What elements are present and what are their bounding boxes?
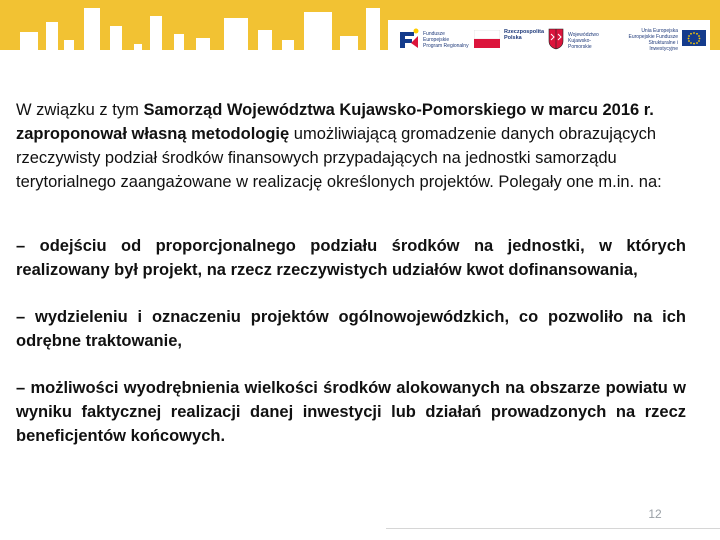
ue-logo-text: Unia Europejska Europejskie Fundusze Strukturalne i Inwestycyjne (628, 28, 678, 52)
decor-block (258, 30, 272, 50)
decor-block (46, 22, 58, 50)
rzeczpospolita-logo (474, 20, 545, 58)
intro-rest: umożliwiającą gromadzenie danych obrazujących rzeczywisty podział środków finansowych przypadających na jednostki samorządu terytorialnego zaangażowane w realizację określonych projektów. Polegały one m.in. na: (16, 125, 662, 191)
eu-flag-icon (682, 30, 706, 46)
kujawsko-pomorskie-logo (548, 20, 614, 58)
coat-of-arms-icon (548, 28, 564, 50)
page-number: 12 (648, 507, 662, 521)
fe-logo-text: Fundusze Europejskie Program Regionalny (423, 31, 469, 49)
decor-block (84, 8, 100, 50)
decor-block (282, 40, 294, 50)
intro-paragraph (16, 98, 686, 194)
decor-block (64, 40, 74, 50)
decor-block (366, 8, 380, 50)
logo-bar (388, 20, 710, 58)
intro-bold: Samorząd Województwa Kujawsko-Pomorskiego w marcu 2016 r. zaproponował własną metodologię (16, 101, 654, 143)
decor-block (20, 32, 38, 50)
footer-divider (386, 528, 720, 529)
slide-content (16, 98, 686, 448)
intro-lead: W związku z tym (16, 101, 144, 119)
decor-block (110, 26, 122, 50)
decor-block (196, 38, 210, 50)
rp-logo-text: Rzeczpospolita Polska (504, 29, 545, 41)
polish-flag-icon (474, 30, 500, 48)
unia-europejska-logo (620, 20, 708, 58)
bullet-item: – wydzieleniu i oznaczeniu projektów ogólnowojewódzkich, co pozwoliło na ich odrębne traktowanie, (16, 308, 686, 350)
kp-logo-text: Województwo Kujawsko-Pomorskie (568, 32, 599, 50)
bullet-item: – możliwości wyodrębnienia wielkości środków alokowanych na obszarze powiatu w wyniku faktycznej realizacji danej inwestycji lub działań prowadzonych na rzecz beneficjentów końcowych. (16, 379, 686, 445)
decor-block (174, 34, 184, 50)
decor-block (304, 12, 332, 50)
decor-block (224, 18, 248, 50)
bullet-item: – odejściu od proporcjonalnego podziału środków na jednostki, w których realizowany był projekt, na rzecz rzeczywistych udziałów kwot dofinansowania, (16, 237, 686, 279)
fe-star-icon (396, 26, 420, 52)
decor-block (340, 36, 358, 50)
fundusze-europejskie-logo (396, 20, 470, 58)
header-band (0, 0, 720, 78)
decor-block (150, 16, 162, 50)
